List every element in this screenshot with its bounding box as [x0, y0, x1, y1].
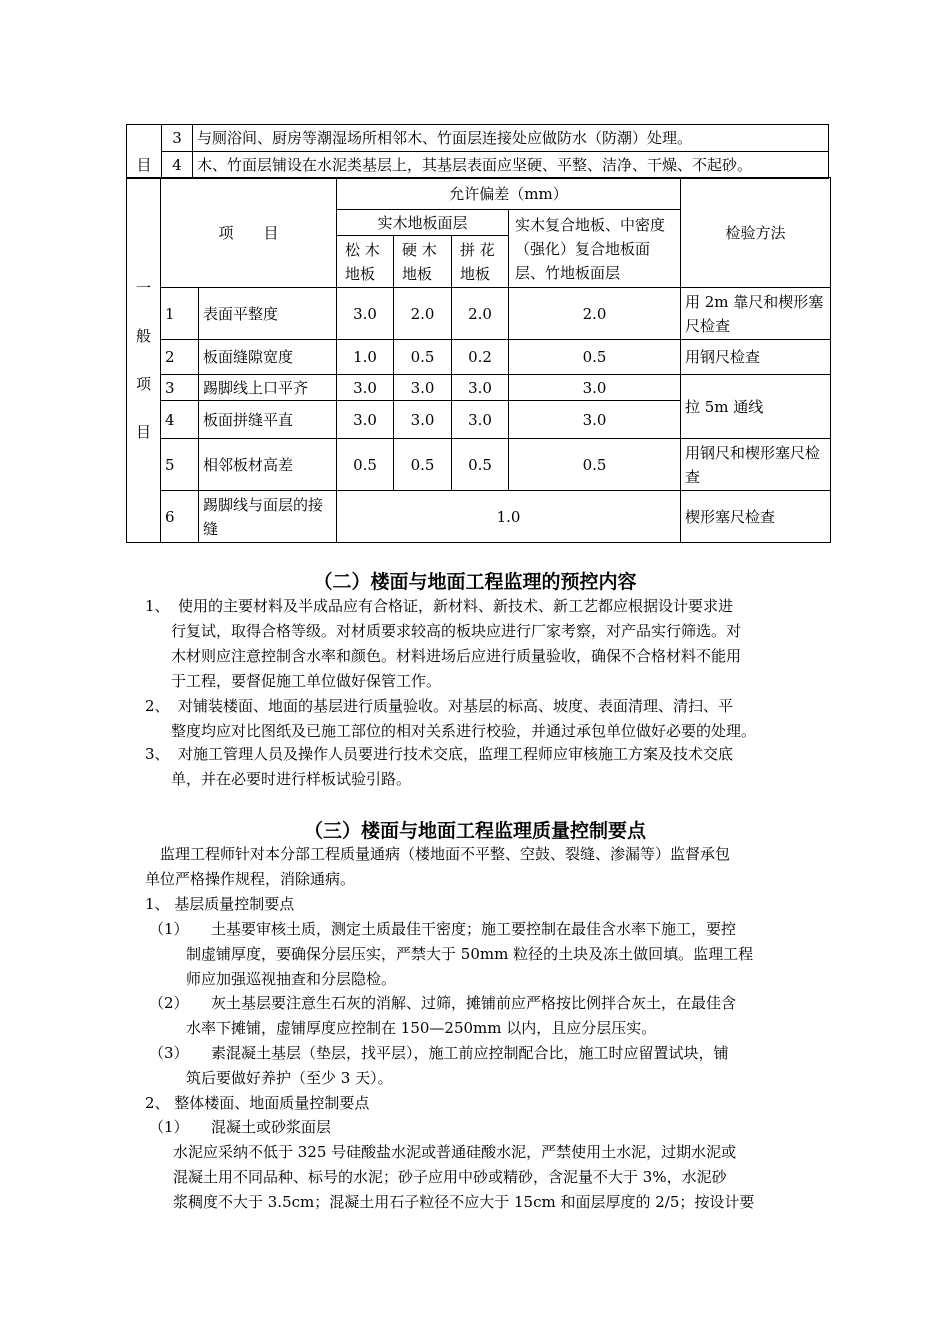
para-line: 水率下摊铺，虚铺厚度应控制在 150—250mm 以内，且应分层压实。: [186, 1019, 657, 1037]
row-v2: 0.5: [394, 439, 452, 491]
item-line: 整度均应对比图纸及已施工部位的相对关系进行校验，并通过承包单位做好必要的处理。: [171, 722, 757, 740]
header-sub1: 松 木 地板: [337, 236, 394, 288]
row-v4: 0.5: [509, 340, 681, 375]
row-no: 3: [161, 375, 199, 401]
row-item: 相邻板材高差: [199, 439, 337, 491]
side-cell: [127, 125, 162, 152]
header-solid-wood: 实木地板面层: [337, 210, 509, 236]
row-v3: 3.0: [452, 401, 509, 439]
section3-title: （三）楼面与地面工程监理质量控制要点: [303, 820, 646, 842]
section2-title: （二）楼面与地面工程监理的预控内容: [313, 571, 637, 593]
row-v3: 2.0: [452, 288, 509, 340]
header-sub3: 拼 花 地板: [452, 236, 509, 288]
side-label-cell: [127, 178, 161, 543]
table-top: [126, 124, 829, 179]
row-v4: 3.0: [509, 375, 681, 401]
item-number: （1）: [149, 1118, 189, 1136]
side-char: 目: [135, 423, 151, 441]
section3-para-1: [145, 917, 753, 992]
row-v2: 0.5: [394, 340, 452, 375]
section3-para-2: [145, 991, 736, 1041]
row-merged-value: 1.0: [337, 491, 681, 543]
row-v4: 3.0: [509, 401, 681, 439]
row-method: 用钢尺和楔形塞尺检查: [681, 439, 831, 491]
section3-heading-1: 1、 基层质量控制要点: [145, 895, 295, 913]
row-item: 板面缝隙宽度: [199, 340, 337, 375]
item-number: （3）: [149, 1044, 189, 1062]
row-no: 3: [162, 125, 193, 152]
para-line: 水泥应采纳不低于 325 号硅酸盐水泥或普通硅酸水泥，严禁使用土水泥，过期水泥或: [173, 1143, 737, 1161]
side-char: 般: [135, 327, 151, 345]
row-v2: 3.0: [394, 401, 452, 439]
para-line: 土基要审核土质，测定土质最佳干密度；施工要控制在最佳含水率下施工，要控: [211, 920, 737, 938]
item-number: （1）: [149, 920, 189, 938]
item-line: 于工程，要督促施工单位做好保管工作。: [171, 672, 442, 690]
table-row: [127, 375, 831, 401]
row-item: 板面拼缝平直: [199, 401, 337, 439]
row-no: 5: [161, 439, 199, 491]
row-v4: 2.0: [509, 288, 681, 340]
side-char: 一: [135, 279, 151, 297]
section3-heading-2: 2、 整体楼面、地面质量控制要点: [145, 1094, 370, 1112]
para-line: 灰土基层要注意生石灰的消解、过筛，摊铺前应严格按比例拌合灰土，在最佳含: [211, 994, 737, 1012]
row-v3: 0.5: [452, 439, 509, 491]
table-row: [127, 340, 831, 375]
header-item: 项 目: [161, 178, 337, 288]
row-no: 4: [162, 152, 193, 179]
row-no: 1: [161, 288, 199, 340]
para-line: 师应加强巡视抽查和分层隐检。: [186, 970, 397, 988]
row-v1: 0.5: [337, 439, 394, 491]
row-item: 踢脚线与面层的接缝: [199, 491, 337, 543]
row-v4: 0.5: [509, 439, 681, 491]
para-line: 筑后要做好养护（至少 3 天）。: [186, 1069, 393, 1087]
para-line: 制虚铺厚度，要确保分层压实，严禁大于 50mm 粒径的土块及冻土做回填。监理工程: [186, 945, 754, 963]
header-method: 检验方法: [681, 178, 831, 288]
item-number: 2、: [145, 697, 170, 715]
para-line: 混凝土用不同品种、标号的水泥；砂子应用中砂或精砂，含泥量不大于 3%，水泥砂: [173, 1168, 727, 1186]
row-no: 4: [161, 401, 199, 439]
item-line: 对施工管理人员及操作人员要进行技术交底，监理工程师应审核施工方案及技术交底: [178, 745, 734, 763]
item-number: （2）: [149, 994, 189, 1012]
item-number: 1、: [145, 597, 170, 615]
row-v3: 3.0: [452, 375, 509, 401]
row-item: 踢脚线上口平齐: [199, 375, 337, 401]
row-v1: 1.0: [337, 340, 394, 375]
table-row: [127, 288, 831, 340]
section3-intro: [145, 842, 730, 892]
para-title: 混凝土或砂浆面层: [211, 1118, 332, 1136]
header-sub2: 硬 木 地板: [394, 236, 452, 288]
row-method: 用钢尺检查: [681, 340, 831, 375]
row-method: 用 2m 靠尺和楔形塞尺检查: [681, 288, 831, 340]
row-method: 拉 5m 通线: [681, 375, 831, 439]
item-line: 单，并在必要时进行样板试验引路。: [171, 770, 412, 788]
intro-line: 单位严格操作规程，消除通病。: [145, 870, 356, 888]
item-line: 行复试，取得合格等级。对材质要求较高的板块应进行厂家考察，对产品实行筛选。对: [171, 622, 742, 640]
row-v1: 3.0: [337, 401, 394, 439]
intro-line: 监理工程师针对本分部工程质量通病（楼地面不平整、空鼓、裂缝、渗漏等）监督承包: [160, 845, 731, 863]
row-no: 2: [161, 340, 199, 375]
row-no: 6: [161, 491, 199, 543]
row-item: 表面平整度: [199, 288, 337, 340]
section3-para-4: [145, 1115, 754, 1215]
item-line: 木材则应注意控制含水率和颜色。材料进场后应进行质量验收，确保不合格材料不能用: [171, 647, 742, 665]
table-tolerance: [126, 177, 831, 543]
para-line: 浆稠度不大于 3.5cm；混凝土用石子粒径不应大于 15cm 和面层厚度的 2/5；按设计要: [173, 1193, 755, 1211]
section2-item-1: [145, 594, 741, 694]
section2-item-2: [145, 694, 756, 744]
table-row: [127, 439, 831, 491]
item-number: 3、: [145, 745, 170, 763]
header-allow: 允许偏差（mm）: [337, 178, 681, 210]
row-v3: 0.2: [452, 340, 509, 375]
row-method: 楔形塞尺检查: [681, 491, 831, 543]
row-v2: 2.0: [394, 288, 452, 340]
side-char: 项: [135, 375, 151, 393]
row-text: 木、竹面层铺设在水泥类基层上，其基层表面应坚硬、平整、洁净、干燥、不起砂。: [193, 152, 829, 179]
row-text: 与厕浴间、厨房等潮湿场所相邻木、竹面层连接处应做防水（防潮）处理。: [193, 125, 829, 152]
section2-item-3: [145, 742, 733, 792]
side-label: 目: [127, 152, 162, 179]
row-v2: 3.0: [394, 375, 452, 401]
section3-para-3: [145, 1041, 729, 1091]
para-line: 素混凝土基层（垫层，找平层），施工前应控制配合比，施工时应留置试块，铺: [211, 1044, 729, 1062]
row-v1: 3.0: [337, 375, 394, 401]
table-row: [127, 491, 831, 543]
header-composite: 实木复合地板、中密度（强化）复合地板面层、竹地板面层: [509, 210, 681, 288]
item-line: 使用的主要材料及半成品应有合格证，新材料、新技术、新工艺都应根据设计要求进: [178, 597, 734, 615]
item-line: 对铺装楼面、地面的基层进行质量验收。对基层的标高、坡度、表面清理、清扫、平: [178, 697, 734, 715]
row-v1: 3.0: [337, 288, 394, 340]
